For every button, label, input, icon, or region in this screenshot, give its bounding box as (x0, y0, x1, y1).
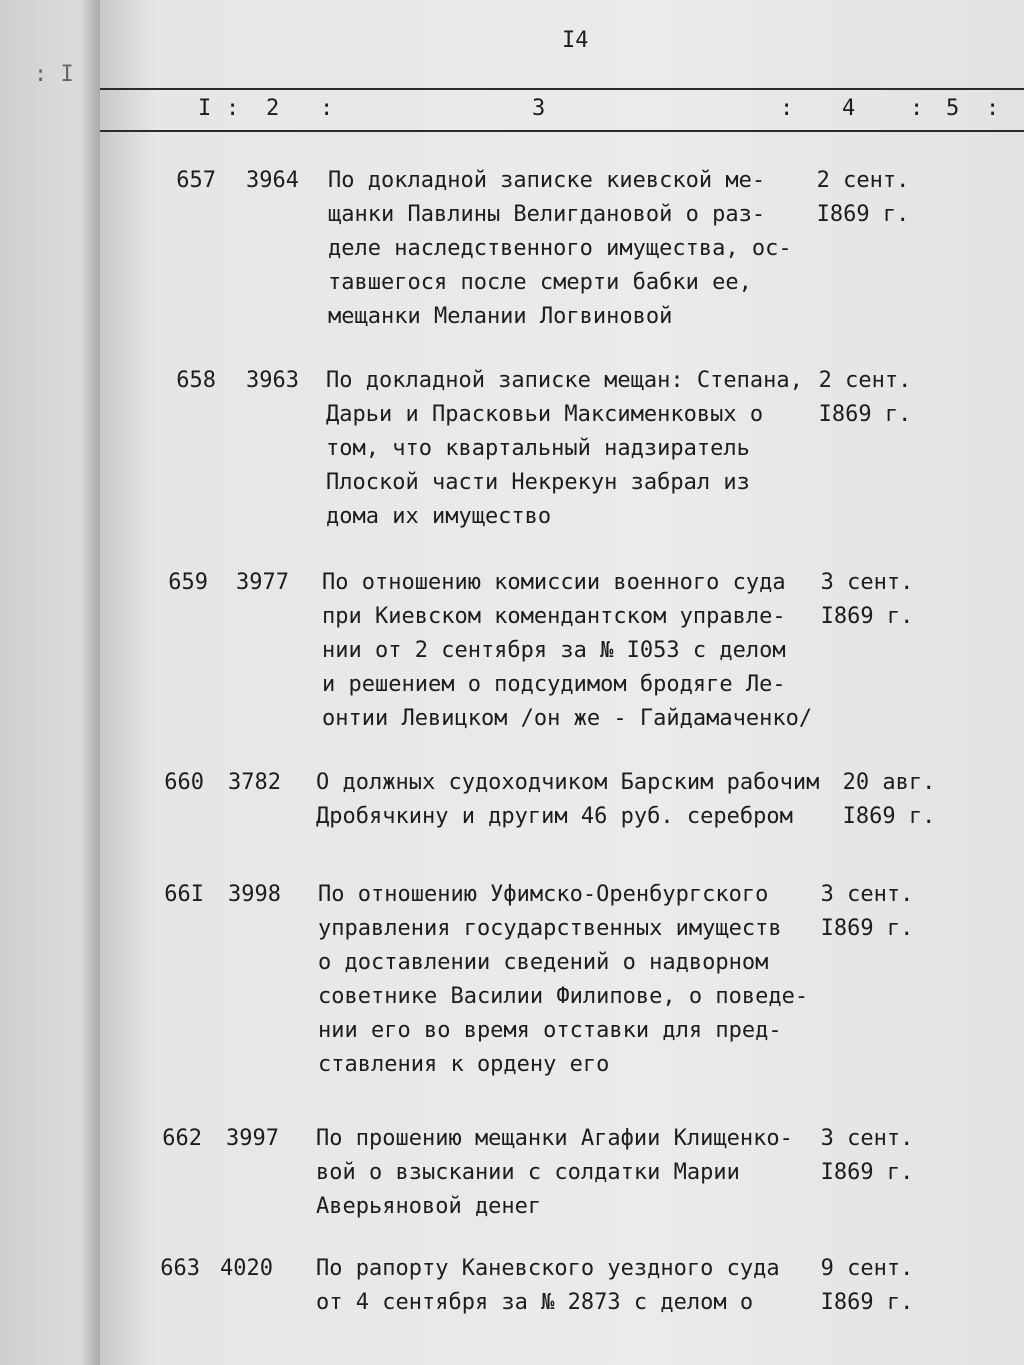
entry-text-line: Плоской части Некрекун забрал из (326, 470, 750, 495)
entry-description (326, 364, 818, 534)
entry-text-line: мещанки Мелании Логвиновой (328, 304, 673, 329)
entry-text-line: дома их имущество (326, 504, 552, 529)
entry-text-line: от 4 сентября за № 2873 с делом о (316, 1290, 754, 1315)
entry-text-line: По докладной записке мещан: Степана, (326, 368, 803, 393)
entry-date (834, 766, 944, 834)
entry-text-line: управления государственных имуществ (318, 916, 782, 941)
entry-description (316, 1122, 808, 1224)
left-page-margin-mark: : I (34, 62, 74, 87)
header-rule-top (100, 88, 1024, 90)
entry-text-line: тавшегося после смерти бабки ее, (328, 270, 752, 295)
entry-number: 663 (160, 1256, 200, 1281)
entry-date-day: 3 сент. (820, 882, 914, 907)
entry-code: 4020 (220, 1256, 273, 1281)
entry-text-line: Дарьи и Прасковьи Максименковых о (326, 402, 764, 427)
entry-text-line: ставления к ордену его (318, 1052, 610, 1077)
entry-text-line: Дробячкину и другим 46 руб. серебром (316, 804, 793, 829)
entry-number: 657 (176, 168, 216, 193)
entry-text-line: нии от 2 сентября за № I053 с делом (322, 638, 786, 663)
column-separator: : (910, 96, 924, 121)
entry-text-line: По отношению Уфимско-Оренбургского (318, 882, 769, 907)
column-header-1: I (198, 96, 212, 121)
column-separator: : (226, 96, 240, 121)
entry-date-year: I869 г. (818, 402, 912, 427)
entry-text-line: По рапорту Каневского уездного суда (316, 1256, 780, 1281)
entry-date-year: I869 г. (820, 1160, 914, 1185)
column-header-3: 3 (532, 96, 546, 121)
entry-text-line: Аверьяновой денег (316, 1194, 542, 1219)
entry-code: 3977 (236, 570, 289, 595)
column-header-5: 5 (946, 96, 960, 121)
entry-description (322, 566, 814, 736)
entry-date-day: 2 сент. (816, 168, 910, 193)
entry-text-line: нии его во время отставки для пред- (318, 1018, 782, 1043)
entry-text-line: том, что квартальный надзиратель (326, 436, 750, 461)
left-page-edge (0, 0, 100, 1365)
entry-code: 3782 (228, 770, 281, 795)
entry-text-line: о доставлении сведений о надворном (318, 950, 769, 975)
entry-date-day: 9 сент. (820, 1256, 914, 1281)
entry-code: 3998 (228, 882, 281, 907)
entry-date (812, 1252, 922, 1320)
entry-text-line: советнике Василии Филипове, о поведе- (318, 984, 809, 1009)
entry-date (810, 364, 920, 432)
entry-description (316, 1252, 808, 1320)
document-page (100, 0, 1024, 1365)
column-header-2: 2 (266, 96, 280, 121)
entry-text-line: при Киевском комендантском управле- (322, 604, 786, 629)
entry-date-year: I869 г. (820, 1290, 914, 1315)
entry-code: 3997 (226, 1126, 279, 1151)
column-separator: : (320, 96, 334, 121)
entry-text-line: онтии Левицком /он же - Гайдамаченко/ (322, 706, 813, 731)
entry-date-day: 20 авг. (842, 770, 936, 795)
entry-text-line: вой о взыскании с солдатки Марии (316, 1160, 740, 1185)
entry-date-year: I869 г. (842, 804, 936, 829)
entry-date-year: I869 г. (820, 916, 914, 941)
entry-number: 66I (164, 882, 204, 907)
entry-text-line: щанки Павлины Велигдановой о раз- (328, 202, 766, 227)
column-separator: : (780, 96, 794, 121)
entry-text-line: О должных судоходчиком Барским рабочим (316, 770, 820, 795)
entry-date-day: 3 сент. (820, 570, 914, 595)
entry-date (812, 1122, 922, 1190)
entry-number: 662 (162, 1126, 202, 1151)
entry-text-line: деле наследственного имущества, ос- (328, 236, 792, 261)
column-header-4: 4 (842, 96, 856, 121)
entry-text-line: По прошению мещанки Агафии Клищенко- (316, 1126, 793, 1151)
entry-description (328, 164, 820, 334)
entry-description (318, 878, 810, 1082)
entry-date-day: 3 сент. (820, 1126, 914, 1151)
entry-number: 659 (168, 570, 208, 595)
header-rule-bottom (100, 130, 1024, 132)
entry-date (812, 566, 922, 634)
entry-text-line: По докладной записке киевской ме- (328, 168, 766, 193)
entry-number: 658 (176, 368, 216, 393)
entry-text-line: и решением о подсудимом бродяге Ле- (322, 672, 786, 697)
page-number: I4 (562, 28, 589, 53)
entry-code: 3964 (246, 168, 299, 193)
entry-number: 660 (164, 770, 204, 795)
entry-code: 3963 (246, 368, 299, 393)
entry-date (812, 878, 922, 946)
entry-description (316, 766, 836, 834)
entry-text-line: По отношению комиссии военного суда (322, 570, 786, 595)
entry-date-year: I869 г. (816, 202, 910, 227)
entry-date (808, 164, 918, 232)
column-separator: : (986, 96, 1000, 121)
entry-date-day: 2 сент. (818, 368, 912, 393)
entry-date-year: I869 г. (820, 604, 914, 629)
